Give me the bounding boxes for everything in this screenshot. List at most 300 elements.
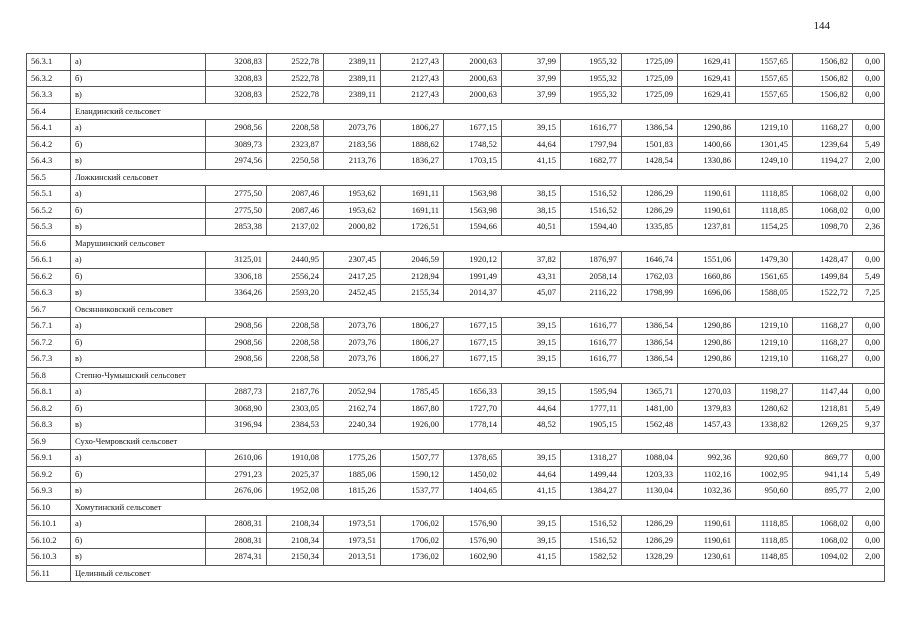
value-cell: 40,51 (502, 219, 561, 236)
section-title: Ложкинский сельсовет (71, 169, 885, 186)
value-cell: 1952,08 (267, 483, 324, 500)
value-cell: 2593,20 (267, 285, 324, 302)
value-cell: 1168,27 (793, 351, 853, 368)
value-cell: 44,64 (502, 400, 561, 417)
value-cell: 1953,62 (324, 186, 381, 203)
value-cell: 0,00 (853, 70, 885, 87)
table-row (27, 268, 885, 285)
value-cell: 2108,34 (267, 516, 324, 533)
value-cell: 1190,61 (678, 186, 736, 203)
row-letter: б) (71, 400, 206, 417)
section-row (27, 499, 885, 516)
value-cell: 1629,41 (678, 87, 736, 104)
row-letter: б) (71, 70, 206, 87)
value-cell: 39,15 (502, 516, 561, 533)
value-cell: 1522,72 (793, 285, 853, 302)
value-cell: 1032,36 (678, 483, 736, 500)
value-cell: 1190,61 (678, 202, 736, 219)
value-cell: 1219,10 (736, 351, 793, 368)
value-cell: 1328,29 (622, 549, 678, 566)
value-cell: 1590,12 (381, 466, 444, 483)
value-cell: 1479,30 (736, 252, 793, 269)
value-cell: 0,00 (853, 334, 885, 351)
value-cell: 0,00 (853, 351, 885, 368)
value-cell: 2187,76 (267, 384, 324, 401)
value-cell: 1218,81 (793, 400, 853, 417)
table-row (27, 334, 885, 351)
value-cell: 2808,31 (206, 532, 267, 549)
value-cell: 1725,09 (622, 54, 678, 71)
row-code: 56.5.2 (27, 202, 71, 219)
row-code: 56.8.3 (27, 417, 71, 434)
value-cell: 2323,87 (267, 136, 324, 153)
value-cell: 37,82 (502, 252, 561, 269)
value-cell: 1726,51 (381, 219, 444, 236)
row-code: 56.4 (27, 103, 71, 120)
value-cell: 0,00 (853, 202, 885, 219)
value-cell: 3089,73 (206, 136, 267, 153)
table-row (27, 466, 885, 483)
value-cell: 2052,94 (324, 384, 381, 401)
value-cell: 1815,26 (324, 483, 381, 500)
value-cell: 1378,65 (444, 450, 502, 467)
value-cell: 1506,82 (793, 70, 853, 87)
row-letter: б) (71, 136, 206, 153)
table-row (27, 202, 885, 219)
value-cell: 1727,70 (444, 400, 502, 417)
value-cell: 2208,58 (267, 120, 324, 137)
value-cell: 2417,25 (324, 268, 381, 285)
value-cell: 1557,65 (736, 87, 793, 104)
value-cell: 1290,86 (678, 351, 736, 368)
value-cell: 1118,85 (736, 202, 793, 219)
value-cell: 1629,41 (678, 70, 736, 87)
row-code: 56.7.1 (27, 318, 71, 335)
value-cell: 1168,27 (793, 334, 853, 351)
row-letter: в) (71, 87, 206, 104)
value-cell: 1582,52 (561, 549, 622, 566)
value-cell: 1806,27 (381, 351, 444, 368)
value-cell: 1118,85 (736, 516, 793, 533)
value-cell: 3196,94 (206, 417, 267, 434)
table-row (27, 318, 885, 335)
value-cell: 1725,09 (622, 87, 678, 104)
value-cell: 1499,84 (793, 268, 853, 285)
value-cell: 1616,77 (561, 318, 622, 335)
value-cell: 1616,77 (561, 334, 622, 351)
value-cell: 1677,15 (444, 334, 502, 351)
value-cell: 2,00 (853, 549, 885, 566)
value-cell: 941,14 (793, 466, 853, 483)
value-cell: 1506,82 (793, 87, 853, 104)
row-code: 56.5.1 (27, 186, 71, 203)
row-code: 56.11 (27, 565, 71, 582)
value-cell: 1147,44 (793, 384, 853, 401)
value-cell: 3125,01 (206, 252, 267, 269)
value-cell: 1290,86 (678, 318, 736, 335)
value-cell: 1561,65 (736, 268, 793, 285)
value-cell: 2058,14 (561, 268, 622, 285)
value-cell: 1778,14 (444, 417, 502, 434)
row-code: 56.10.1 (27, 516, 71, 533)
row-code: 56.3.2 (27, 70, 71, 87)
value-cell: 2155,34 (381, 285, 444, 302)
value-cell: 1762,03 (622, 268, 678, 285)
value-cell: 950,60 (736, 483, 793, 500)
row-code: 56.5 (27, 169, 71, 186)
section-row (27, 301, 885, 318)
value-cell: 0,00 (853, 384, 885, 401)
section-title: Степно-Чумышский сельсовет (71, 367, 885, 384)
row-letter: а) (71, 450, 206, 467)
value-cell: 1499,44 (561, 466, 622, 483)
value-cell: 1198,27 (736, 384, 793, 401)
value-cell: 2000,82 (324, 219, 381, 236)
value-cell: 1249,10 (736, 153, 793, 170)
row-code: 56.3.1 (27, 54, 71, 71)
value-cell: 7,25 (853, 285, 885, 302)
value-cell: 1068,02 (793, 186, 853, 203)
value-cell: 1516,52 (561, 186, 622, 203)
value-cell: 1706,02 (381, 516, 444, 533)
value-cell: 44,64 (502, 466, 561, 483)
value-cell: 1516,52 (561, 532, 622, 549)
value-cell: 1660,86 (678, 268, 736, 285)
value-cell: 1237,81 (678, 219, 736, 236)
row-letter: в) (71, 549, 206, 566)
row-code: 56.10.2 (27, 532, 71, 549)
value-cell: 2073,76 (324, 120, 381, 137)
row-letter: в) (71, 417, 206, 434)
value-cell: 2676,06 (206, 483, 267, 500)
row-code: 56.9.2 (27, 466, 71, 483)
table-row (27, 186, 885, 203)
value-cell: 2,36 (853, 219, 885, 236)
section-row (27, 169, 885, 186)
value-cell: 1736,02 (381, 549, 444, 566)
value-cell: 1594,66 (444, 219, 502, 236)
value-cell: 1148,85 (736, 549, 793, 566)
value-cell: 0,00 (853, 532, 885, 549)
value-cell: 1777,11 (561, 400, 622, 417)
value-cell: 1516,52 (561, 202, 622, 219)
table-row (27, 417, 885, 434)
value-cell: 1286,29 (622, 186, 678, 203)
value-cell: 1905,15 (561, 417, 622, 434)
value-cell: 1595,94 (561, 384, 622, 401)
value-cell: 1557,65 (736, 54, 793, 71)
value-cell: 2000,63 (444, 54, 502, 71)
value-cell: 2974,56 (206, 153, 267, 170)
value-cell: 1230,61 (678, 549, 736, 566)
value-cell: 1588,05 (736, 285, 793, 302)
row-code: 56.7.3 (27, 351, 71, 368)
value-cell: 1703,15 (444, 153, 502, 170)
row-code: 56.4.2 (27, 136, 71, 153)
value-cell: 2150,34 (267, 549, 324, 566)
value-cell: 2908,56 (206, 120, 267, 137)
table-row (27, 252, 885, 269)
section-row (27, 235, 885, 252)
value-cell: 3208,83 (206, 70, 267, 87)
row-code: 56.4.1 (27, 120, 71, 137)
value-cell: 1280,62 (736, 400, 793, 417)
row-letter: б) (71, 466, 206, 483)
value-cell: 1219,10 (736, 318, 793, 335)
value-cell: 0,00 (853, 54, 885, 71)
value-cell: 5,49 (853, 136, 885, 153)
table-row (27, 285, 885, 302)
value-cell: 2046,59 (381, 252, 444, 269)
value-cell: 5,49 (853, 466, 885, 483)
value-cell: 1806,27 (381, 334, 444, 351)
value-cell: 0,00 (853, 318, 885, 335)
value-cell: 2183,56 (324, 136, 381, 153)
value-cell: 1286,29 (622, 516, 678, 533)
value-cell: 1616,77 (561, 120, 622, 137)
row-code: 56.3.3 (27, 87, 71, 104)
value-cell: 1068,02 (793, 532, 853, 549)
value-cell: 1290,86 (678, 120, 736, 137)
value-cell: 2128,94 (381, 268, 444, 285)
value-cell: 39,15 (502, 334, 561, 351)
value-cell: 37,99 (502, 54, 561, 71)
value-cell: 39,15 (502, 384, 561, 401)
value-cell: 39,15 (502, 318, 561, 335)
value-cell: 2908,56 (206, 351, 267, 368)
row-letter: а) (71, 186, 206, 203)
value-cell: 1400,66 (678, 136, 736, 153)
value-cell: 2208,58 (267, 318, 324, 335)
page-number: 144 (813, 20, 830, 32)
value-cell: 920,60 (736, 450, 793, 467)
value-cell: 2073,76 (324, 318, 381, 335)
value-cell: 1219,10 (736, 334, 793, 351)
table-row (27, 70, 885, 87)
section-row (27, 367, 885, 384)
row-code: 56.6 (27, 235, 71, 252)
value-cell: 2137,02 (267, 219, 324, 236)
row-letter: а) (71, 384, 206, 401)
value-cell: 3364,26 (206, 285, 267, 302)
value-cell: 2127,43 (381, 54, 444, 71)
value-cell: 3208,83 (206, 87, 267, 104)
value-cell: 2127,43 (381, 87, 444, 104)
value-cell: 2775,50 (206, 186, 267, 203)
section-title: Хомутинский сельсовет (71, 499, 885, 516)
value-cell: 2808,31 (206, 516, 267, 533)
value-cell: 1656,33 (444, 384, 502, 401)
value-cell: 2887,73 (206, 384, 267, 401)
value-cell: 1168,27 (793, 318, 853, 335)
value-cell: 1876,97 (561, 252, 622, 269)
value-cell: 39,15 (502, 120, 561, 137)
section-title: Марушинский сельсовет (71, 235, 885, 252)
row-letter: в) (71, 351, 206, 368)
value-cell: 1318,27 (561, 450, 622, 467)
value-cell: 1190,61 (678, 516, 736, 533)
value-cell: 1301,45 (736, 136, 793, 153)
value-cell: 41,15 (502, 153, 561, 170)
value-cell: 2556,24 (267, 268, 324, 285)
value-cell: 1691,11 (381, 186, 444, 203)
row-code: 56.7.2 (27, 334, 71, 351)
value-cell: 1725,09 (622, 70, 678, 87)
value-cell: 2384,53 (267, 417, 324, 434)
row-code: 56.10.3 (27, 549, 71, 566)
value-cell: 2452,45 (324, 285, 381, 302)
row-letter: б) (71, 532, 206, 549)
value-cell: 1910,08 (267, 450, 324, 467)
value-cell: 2073,76 (324, 334, 381, 351)
value-cell: 1682,77 (561, 153, 622, 170)
value-cell: 1806,27 (381, 318, 444, 335)
value-cell: 1691,11 (381, 202, 444, 219)
value-cell: 1867,80 (381, 400, 444, 417)
value-cell: 1384,27 (561, 483, 622, 500)
value-cell: 2440,95 (267, 252, 324, 269)
value-cell: 9,37 (853, 417, 885, 434)
value-cell: 2208,58 (267, 334, 324, 351)
value-cell: 1088,04 (622, 450, 678, 467)
value-cell: 1335,85 (622, 219, 678, 236)
table-row (27, 483, 885, 500)
value-cell: 2389,11 (324, 54, 381, 71)
value-cell: 0,00 (853, 516, 885, 533)
value-cell: 1798,99 (622, 285, 678, 302)
value-cell: 1797,94 (561, 136, 622, 153)
row-code: 56.6.3 (27, 285, 71, 302)
value-cell: 1629,41 (678, 54, 736, 71)
value-cell: 1955,32 (561, 54, 622, 71)
value-cell: 1677,15 (444, 318, 502, 335)
value-cell: 1501,83 (622, 136, 678, 153)
value-cell: 1748,52 (444, 136, 502, 153)
value-cell: 1450,02 (444, 466, 502, 483)
value-cell: 1386,54 (622, 318, 678, 335)
value-cell: 2874,31 (206, 549, 267, 566)
value-cell: 1154,25 (736, 219, 793, 236)
value-cell: 1286,29 (622, 202, 678, 219)
value-cell: 1379,83 (678, 400, 736, 417)
value-cell: 1973,51 (324, 532, 381, 549)
row-letter: в) (71, 219, 206, 236)
value-cell: 1068,02 (793, 202, 853, 219)
value-cell: 1576,90 (444, 516, 502, 533)
value-cell: 1602,90 (444, 549, 502, 566)
value-cell: 1098,70 (793, 219, 853, 236)
value-cell: 2522,78 (267, 54, 324, 71)
value-cell: 2013,51 (324, 549, 381, 566)
value-cell: 45,07 (502, 285, 561, 302)
table-row (27, 153, 885, 170)
section-title: Еландинский сельсовет (71, 103, 885, 120)
row-letter: а) (71, 252, 206, 269)
value-cell: 1677,15 (444, 120, 502, 137)
value-cell: 1130,04 (622, 483, 678, 500)
value-cell: 41,15 (502, 549, 561, 566)
value-cell: 1002,95 (736, 466, 793, 483)
value-cell: 2389,11 (324, 87, 381, 104)
value-cell: 2775,50 (206, 202, 267, 219)
row-code: 56.6.1 (27, 252, 71, 269)
value-cell: 1428,54 (622, 153, 678, 170)
value-cell: 38,15 (502, 202, 561, 219)
value-cell: 1203,33 (622, 466, 678, 483)
table-row (27, 136, 885, 153)
value-cell: 0,00 (853, 450, 885, 467)
value-cell: 37,99 (502, 70, 561, 87)
value-cell: 1516,52 (561, 516, 622, 533)
table-row (27, 400, 885, 417)
section-row (27, 565, 885, 582)
value-cell: 0,00 (853, 252, 885, 269)
section-row (27, 433, 885, 450)
value-cell: 1290,86 (678, 334, 736, 351)
row-code: 56.10 (27, 499, 71, 516)
row-code: 56.9.1 (27, 450, 71, 467)
value-cell: 1594,40 (561, 219, 622, 236)
table-row (27, 87, 885, 104)
row-letter: в) (71, 285, 206, 302)
value-cell: 1920,12 (444, 252, 502, 269)
value-cell: 5,49 (853, 400, 885, 417)
row-code: 56.9 (27, 433, 71, 450)
row-letter: а) (71, 516, 206, 533)
value-cell: 1563,98 (444, 186, 502, 203)
value-cell: 1507,77 (381, 450, 444, 467)
tariff-table (26, 53, 885, 582)
value-cell: 1775,26 (324, 450, 381, 467)
value-cell: 1194,27 (793, 153, 853, 170)
value-cell: 1239,64 (793, 136, 853, 153)
value-cell: 2014,37 (444, 285, 502, 302)
value-cell: 1537,77 (381, 483, 444, 500)
value-cell: 1190,61 (678, 532, 736, 549)
value-cell: 2303,05 (267, 400, 324, 417)
value-cell: 1286,29 (622, 532, 678, 549)
value-cell: 1576,90 (444, 532, 502, 549)
table-row (27, 219, 885, 236)
value-cell: 992,36 (678, 450, 736, 467)
value-cell: 1563,98 (444, 202, 502, 219)
value-cell: 1068,02 (793, 516, 853, 533)
value-cell: 1806,27 (381, 120, 444, 137)
row-code: 56.8 (27, 367, 71, 384)
value-cell: 2853,38 (206, 219, 267, 236)
value-cell: 2162,74 (324, 400, 381, 417)
row-code: 56.7 (27, 301, 71, 318)
value-cell: 1551,06 (678, 252, 736, 269)
value-cell: 2116,22 (561, 285, 622, 302)
value-cell: 2000,63 (444, 70, 502, 87)
row-code: 56.8.1 (27, 384, 71, 401)
value-cell: 2087,46 (267, 186, 324, 203)
table-row (27, 450, 885, 467)
table-row (27, 54, 885, 71)
row-code: 56.6.2 (27, 268, 71, 285)
value-cell: 2307,45 (324, 252, 381, 269)
value-cell: 41,15 (502, 483, 561, 500)
value-cell: 2389,11 (324, 70, 381, 87)
value-cell: 1926,00 (381, 417, 444, 434)
value-cell: 2522,78 (267, 70, 324, 87)
value-cell: 1338,82 (736, 417, 793, 434)
table-row (27, 516, 885, 533)
value-cell: 2610,06 (206, 450, 267, 467)
value-cell: 2208,58 (267, 351, 324, 368)
value-cell: 1696,06 (678, 285, 736, 302)
